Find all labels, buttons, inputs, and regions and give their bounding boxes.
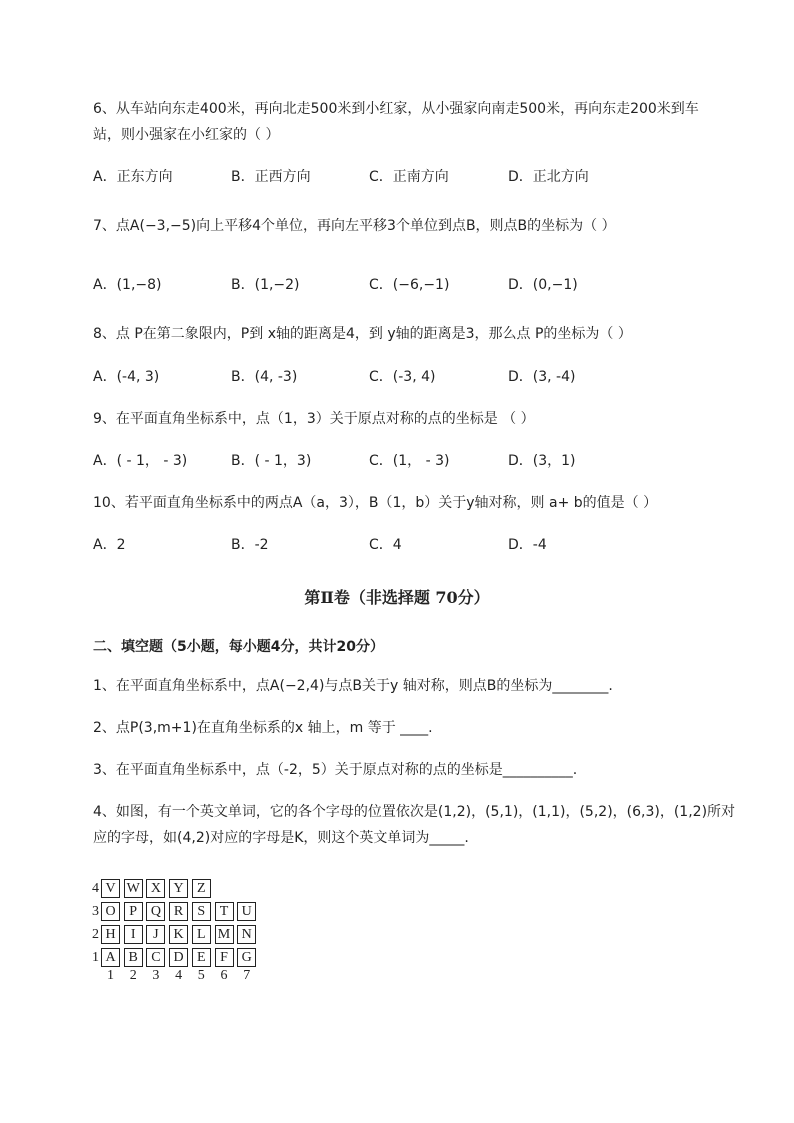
grid-column-label: 2 <box>129 968 137 983</box>
grid-letter-cell: I <box>124 925 143 944</box>
grid-letter-cell: R <box>169 902 188 921</box>
grid-letter-cell: J <box>146 925 165 944</box>
choice-b: B．-2 <box>231 537 269 553</box>
choice-a: A．2 <box>93 537 126 553</box>
question-9-text: 9、在平面直角坐标系中，点（1，3）关于原点对称的点的坐标是 （ ） <box>93 411 535 427</box>
choice-a: A．(-4, 3) <box>93 369 160 385</box>
fill-question-4-line2: 应的字母，如(4,2)对应的字母是K，则这个英文单词为_____. <box>93 830 469 846</box>
grid-letter-cell: U <box>237 902 256 921</box>
grid-letter-cell: D <box>169 948 188 967</box>
question-8-text: 8、点 P在第二象限内，P到 x轴的距离是4，到 y轴的距离是3，那么点 P的坐标为（ ） <box>93 326 632 342</box>
grid-letter-cell: N <box>237 925 256 944</box>
fill-question-1: 1、在平面直角坐标系中，点A(−2,4)与点B关于y 轴对称，则点B的坐标为________. <box>93 678 613 694</box>
question-7-text: 7、点A(−3,−5)向上平移4个单位，再向左平移3个单位到点B，则点B的坐标为（ ） <box>93 218 616 234</box>
grid-letter-cell: B <box>124 948 143 967</box>
fill-question-2: 2、点P(3,m+1)在直角坐标系的x 轴上，m 等于 ____. <box>93 720 433 736</box>
fill-question-3: 3、在平面直角坐标系中，点（-2，5）关于原点对称的点的坐标是__________. <box>93 762 578 778</box>
grid-letter-cell: E <box>192 948 211 967</box>
part-2-title: 二、填空题（5小题，每小题4分，共计20分） <box>93 639 384 655</box>
choice-b: B．(4, -3) <box>231 369 298 385</box>
choice-a: A．( - 1， - 3) <box>93 453 188 469</box>
grid-column-label: 4 <box>175 968 183 983</box>
choice-a: A．(1,−8) <box>93 277 162 293</box>
grid-row-label: 4 <box>92 881 99 896</box>
grid-row-label: 1 <box>92 950 99 965</box>
question-6-text-line1: 6、从车站向东走400米，再向北走500米到小红家，从小强家向南走500米，再向东走200米到车 <box>93 101 699 117</box>
grid-letter-cell: K <box>169 925 188 944</box>
grid-letter-cell: Q <box>146 902 165 921</box>
grid-letter-cell: C <box>146 948 165 967</box>
choice-d: D．(3, -4) <box>508 369 576 385</box>
grid-row-label: 2 <box>92 927 99 942</box>
choice-c: C．(−6,−1) <box>369 277 450 293</box>
grid-letter-cell: O <box>101 902 120 921</box>
grid-column-label: 6 <box>220 968 228 983</box>
grid-letter-cell: F <box>215 948 234 967</box>
question-6-text-line2: 站，则小强家在小红家的（ ） <box>93 127 280 143</box>
choice-b: B．( - 1，3) <box>231 453 312 469</box>
choice-a: A．正东方向 <box>93 169 173 185</box>
choice-c: C．(1， - 3) <box>369 453 450 469</box>
choice-c: C．(-3, 4) <box>369 369 436 385</box>
choice-b: B．(1,−2) <box>231 277 300 293</box>
choice-c: C．正南方向 <box>369 169 449 185</box>
grid-letter-cell: V <box>101 879 120 898</box>
choice-d: D．(0,−1) <box>508 277 578 293</box>
grid-column-label: 3 <box>152 968 160 983</box>
grid-letter-cell: H <box>101 925 120 944</box>
grid-column-label: 7 <box>243 968 251 983</box>
grid-column-label: 5 <box>197 968 205 983</box>
grid-letter-cell: W <box>124 879 143 898</box>
grid-row-label: 3 <box>92 904 99 919</box>
grid-letter-cell: L <box>192 925 211 944</box>
section-2-title: 第Ⅱ卷（非选择题 70分） <box>304 588 490 607</box>
grid-letter-cell: M <box>215 925 234 944</box>
fill-question-4-line1: 4、如图，有一个英文单词，它的各个字母的位置依次是(1,2)，(5,1)，(1,1)，(5,2)，(6,3)，(1,2)所对 <box>93 804 736 820</box>
grid-column-label: 1 <box>107 968 114 983</box>
choice-d: D．(3，1) <box>508 453 576 469</box>
grid-letter-cell: A <box>101 948 120 967</box>
choice-c: C．4 <box>369 537 402 553</box>
grid-letter-cell: X <box>146 879 165 898</box>
choice-d: D．-4 <box>508 537 547 553</box>
grid-letter-cell: Z <box>192 879 211 898</box>
grid-letter-cell: Y <box>169 879 188 898</box>
choice-b: B．正西方向 <box>231 169 311 185</box>
grid-letter-cell: S <box>192 902 211 921</box>
question-10-text: 10、若平面直角坐标系中的两点A（a，3），B（1，b）关于y轴对称，则 a+ b的值是（ ） <box>93 495 658 511</box>
choice-d: D．正北方向 <box>508 169 589 185</box>
grid-letter-cell: T <box>215 902 234 921</box>
grid-letter-cell: P <box>124 902 143 921</box>
grid-letter-cell: G <box>237 948 256 967</box>
